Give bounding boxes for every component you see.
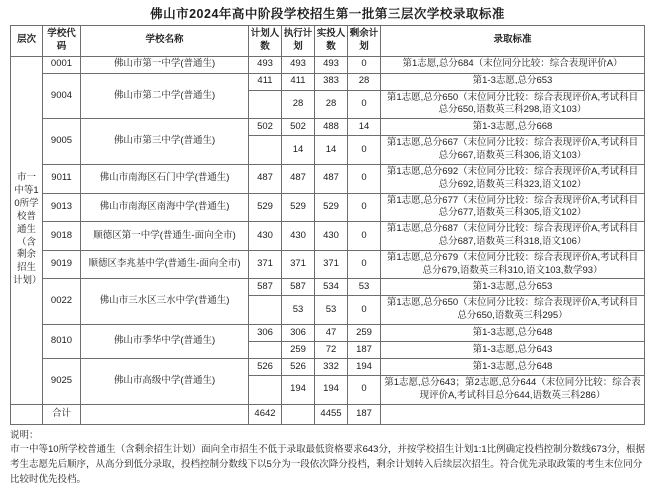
header-code: 学校代码 bbox=[43, 26, 81, 57]
cell-remain: 14 bbox=[348, 119, 381, 136]
cell-remain: 0 bbox=[348, 296, 381, 325]
cell-actual: 529 bbox=[315, 193, 348, 222]
cell-plan bbox=[249, 342, 282, 359]
cell-plan: 529 bbox=[249, 193, 282, 222]
notes-section bbox=[10, 429, 645, 488]
cell-name-empty bbox=[81, 404, 249, 424]
cell-standard: 第1志愿,总分692（末位同分比较：综合表现评价A,考试科目总分692,语数英三科323,语文102） bbox=[381, 164, 645, 193]
cell-plan bbox=[249, 90, 282, 119]
cell-name: 佛山市南海区石门中学(普通生) bbox=[81, 164, 249, 193]
cell-plan: 526 bbox=[249, 359, 282, 376]
cell-actual-total: 4455 bbox=[315, 404, 348, 424]
cell-standard: 第1志愿,总分650（末位同分比较：综合表现评价A,考试科目总分650,语数英三科298,语文103） bbox=[381, 90, 645, 119]
cell-actual: 14 bbox=[315, 136, 348, 165]
cell-code: 9013 bbox=[43, 193, 81, 222]
cell-standard: 第1志愿,总分643；第2志愿,总分644（末位同分比较：综合表现评价A,考试科目总分644,语数英三科286） bbox=[381, 376, 645, 405]
table-total-row bbox=[11, 404, 645, 424]
admission-table bbox=[10, 25, 645, 425]
table-row bbox=[11, 279, 645, 296]
cell-exec: 306 bbox=[282, 325, 315, 342]
cell-standard: 第1志愿,总分677（末位同分比较：综合表现评价A,考试科目总分677,语数英三科305,语文102） bbox=[381, 193, 645, 222]
cell-code: 9025 bbox=[43, 359, 81, 405]
notes-text: 市一中等10所学校普通生（含剩余招生计划）面向全市招生不低于录取最低资格要求643分，并按学校招生计划1:1比例确定投档控制分数线673分，根据考生志愿先后顺序，从高分到低分录取，投档控制分数线下以5分为一段依次降分投档，剩余计划转入后续层次招生。符合优先录取政策的考生末位同分比较时优先投档。 bbox=[10, 444, 645, 485]
cell-remain: 0 bbox=[348, 56, 381, 73]
cell-exec: 53 bbox=[282, 296, 315, 325]
cell-remain: 0 bbox=[348, 250, 381, 279]
cell-plan: 502 bbox=[249, 119, 282, 136]
cell-plan bbox=[249, 296, 282, 325]
cell-standard: 第1志愿,总分667（末位同分比较：综合表现评价A,考试科目总分667,语数英三科306,语文103） bbox=[381, 136, 645, 165]
cell-standard: 第1-3志愿,总分643 bbox=[381, 342, 645, 359]
cell-total-label: 合计 bbox=[43, 404, 81, 424]
header-actual: 实投人数 bbox=[315, 26, 348, 57]
cell-code: 0022 bbox=[43, 279, 81, 325]
table-row bbox=[11, 73, 645, 90]
cell-name: 佛山市季华中学(普通生) bbox=[81, 325, 249, 359]
cell-actual: 194 bbox=[315, 376, 348, 405]
cell-code: 9019 bbox=[43, 250, 81, 279]
cell-name: 佛山市南海区南海中学(普通生) bbox=[81, 193, 249, 222]
cell-remain: 0 bbox=[348, 164, 381, 193]
cell-actual: 487 bbox=[315, 164, 348, 193]
cell-plan: 487 bbox=[249, 164, 282, 193]
cell-standard: 第1志愿,总分679（末位同分比较：综合表现评价A,考试科目总分679,语数英三科310,语文103,数学93） bbox=[381, 250, 645, 279]
cell-code: 9011 bbox=[43, 164, 81, 193]
cell-name: 佛山市第一中学(普通生) bbox=[81, 56, 249, 73]
page-title: 佛山市2024年高中阶段学校招生第一批第三层次学校录取标准 bbox=[150, 7, 505, 21]
cell-exec-total bbox=[282, 404, 315, 424]
cell-exec: 502 bbox=[282, 119, 315, 136]
cell-name: 顺德区李兆基中学(普通生-面向全市) bbox=[81, 250, 249, 279]
cell-remain: 187 bbox=[348, 342, 381, 359]
header-exec: 执行计划 bbox=[282, 26, 315, 57]
cell-plan: 587 bbox=[249, 279, 282, 296]
table-header-row bbox=[11, 26, 645, 57]
cell-standard: 第1志愿,总分684（末位同分比较：综合表现评价A） bbox=[381, 56, 645, 73]
cell-remain: 0 bbox=[348, 193, 381, 222]
table-row bbox=[11, 164, 645, 193]
header-level: 层次 bbox=[11, 26, 43, 57]
cell-standard: 第1-3志愿,总分668 bbox=[381, 119, 645, 136]
cell-code: 9004 bbox=[43, 73, 81, 119]
cell-code: 8010 bbox=[43, 325, 81, 359]
header-name: 学校名称 bbox=[81, 26, 249, 57]
cell-exec: 529 bbox=[282, 193, 315, 222]
cell-standard: 第1-3志愿,总分653 bbox=[381, 73, 645, 90]
cell-exec: 371 bbox=[282, 250, 315, 279]
cell-plan-total: 4642 bbox=[249, 404, 282, 424]
cell-plan: 493 bbox=[249, 56, 282, 73]
cell-standard-empty bbox=[381, 404, 645, 424]
cell-actual: 534 bbox=[315, 279, 348, 296]
table-row bbox=[11, 325, 645, 342]
cell-actual: 53 bbox=[315, 296, 348, 325]
table-row bbox=[11, 359, 645, 376]
table-row bbox=[11, 250, 645, 279]
cell-standard: 第1-3志愿,总分648 bbox=[381, 325, 645, 342]
cell-plan bbox=[249, 376, 282, 405]
cell-remain: 194 bbox=[348, 359, 381, 376]
cell-remain: 259 bbox=[348, 325, 381, 342]
cell-exec: 526 bbox=[282, 359, 315, 376]
cell-standard: 第1志愿,总分687（末位同分比较：综合表现评价A,考试科目总分687,语数英三科318,语文106） bbox=[381, 222, 645, 251]
cell-exec: 14 bbox=[282, 136, 315, 165]
cell-exec: 411 bbox=[282, 73, 315, 90]
cell-level-group: 市一中等10所学校普通生（含剩余招生计划） bbox=[11, 56, 43, 404]
cell-level-empty bbox=[11, 404, 43, 424]
cell-plan: 430 bbox=[249, 222, 282, 251]
cell-exec: 587 bbox=[282, 279, 315, 296]
table-row bbox=[11, 119, 645, 136]
cell-standard: 第1-3志愿,总分648 bbox=[381, 359, 645, 376]
cell-name: 佛山市第三中学(普通生) bbox=[81, 119, 249, 165]
cell-remain: 0 bbox=[348, 136, 381, 165]
cell-exec: 28 bbox=[282, 90, 315, 119]
cell-actual: 371 bbox=[315, 250, 348, 279]
cell-remain-total: 187 bbox=[348, 404, 381, 424]
header-plan: 计划人数 bbox=[249, 26, 282, 57]
table-row bbox=[11, 193, 645, 222]
table-row bbox=[11, 222, 645, 251]
cell-exec: 430 bbox=[282, 222, 315, 251]
notes-label: 说明： bbox=[10, 429, 39, 441]
header-remain: 剩余计划 bbox=[348, 26, 381, 57]
cell-remain: 28 bbox=[348, 73, 381, 90]
cell-actual: 47 bbox=[315, 325, 348, 342]
cell-plan: 371 bbox=[249, 250, 282, 279]
cell-actual: 493 bbox=[315, 56, 348, 73]
cell-code: 9005 bbox=[43, 119, 81, 165]
cell-plan bbox=[249, 136, 282, 165]
cell-actual: 430 bbox=[315, 222, 348, 251]
cell-actual: 488 bbox=[315, 119, 348, 136]
cell-code: 0001 bbox=[43, 56, 81, 73]
cell-code: 9018 bbox=[43, 222, 81, 251]
cell-actual: 72 bbox=[315, 342, 348, 359]
cell-name: 佛山市第二中学(普通生) bbox=[81, 73, 249, 119]
cell-plan: 306 bbox=[249, 325, 282, 342]
header-standard: 录取标准 bbox=[381, 26, 645, 57]
cell-exec: 493 bbox=[282, 56, 315, 73]
cell-remain: 53 bbox=[348, 279, 381, 296]
cell-remain: 0 bbox=[348, 90, 381, 119]
cell-standard: 第1-3志愿,总分653 bbox=[381, 279, 645, 296]
cell-exec: 194 bbox=[282, 376, 315, 405]
cell-exec: 259 bbox=[282, 342, 315, 359]
cell-remain: 0 bbox=[348, 376, 381, 405]
cell-name: 顺德区第一中学(普通生-面向全市) bbox=[81, 222, 249, 251]
table-row bbox=[11, 56, 645, 73]
cell-plan: 411 bbox=[249, 73, 282, 90]
cell-name: 佛山市高级中学(普通生) bbox=[81, 359, 249, 405]
cell-exec: 487 bbox=[282, 164, 315, 193]
cell-actual: 383 bbox=[315, 73, 348, 90]
cell-remain: 0 bbox=[348, 222, 381, 251]
cell-name: 佛山市三水区三水中学(普通生) bbox=[81, 279, 249, 325]
cell-actual: 28 bbox=[315, 90, 348, 119]
cell-actual: 332 bbox=[315, 359, 348, 376]
cell-standard: 第1志愿,总分650（末位同分比较：综合表现评价A,考试科目总分650,语数英三科295） bbox=[381, 296, 645, 325]
